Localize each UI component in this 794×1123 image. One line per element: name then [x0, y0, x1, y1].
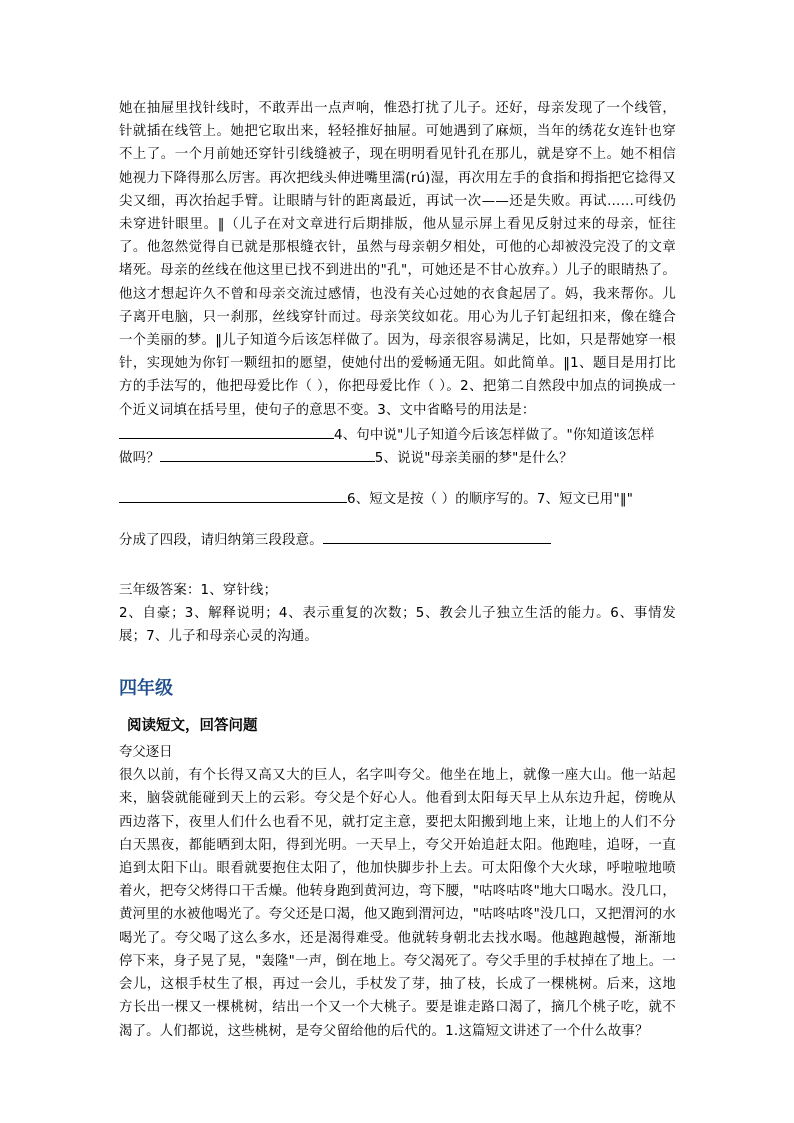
story-text: 很久以前，有个长得又高又大的巨人，名字叫夸父。他坐在地上，就像一座大山。他一站起来，脑袋就能碰到天上的云彩。夸父是个好心人。他看到太阳每天早上从东边升起，傍晚从西边落下，夜里人们什么也看不见，就打定主意，要把太阳搬到地上来，让地上的人们不分白天黑夜，都能晒到太阳，得到光明。一天早上，夸父开始追赶太阳。他跑哇，追呀，一直追到太阳下山。眼看就要抱住太阳了，他加快脚步扑上去。可太阳像个大火球，呼啦啦地喷着火，把夸父烤得口干舌燥。他转身跑到黄河边，弯下腰，"咕咚咕咚"地大口喝水。没几口，黄河里的水被他喝光了。夸父还是口渴，他又跑到渭河边，"咕咚咕咚"没几口，又把渭河的水喝光了。夸父喝了这么多水，还是渴得难受。他就转身朝北去找水喝。他越跑越慢，渐渐地停下来，身子晃了晃，"轰隆"一声，倒在地上。夸父渴死了。夸父手里的手杖掉在了地上。一会儿，这根手杖生了根，再过一会儿，手杖发了芽，抽了枝，长成了一棵桃树。后来，这地方长出一棵又一棵桃树，结出一个又一个大桃子。要是谁走路口渴了，摘几个桃子吃，就不渴了。人们都说，这些桃树，是夸父留给他的后代的。1.这篇短文讲述了一个什么故事？: [119, 768, 676, 1039]
question-6-line: [119, 488, 676, 511]
question-4-text: 4、句中说"儿子知道今后该怎样做了。"你知道该怎样: [334, 427, 655, 443]
answer-blank-5: [119, 488, 347, 503]
section-heading: 阅读短文，回答问题: [127, 717, 258, 735]
question-7-line: [119, 529, 676, 552]
grade3-answers: [119, 579, 676, 649]
question-4-prefix: 做吗？: [119, 451, 160, 467]
question-6-text: 6、短文是按（ ）的顺序写的。7、短文已用"‖": [347, 492, 634, 508]
question-5-line: [119, 447, 676, 470]
grade4-heading: 四年级: [119, 678, 173, 700]
document-page: [119, 97, 676, 1043]
answers-line-1: 三年级答案：1、穿针线；: [119, 582, 278, 598]
question-7-text: 分成了四段，请归纳第三段段意。: [119, 533, 323, 549]
answer-blank-3: [119, 424, 334, 439]
answers-line-2: 2、自豪；3、解释说明；4、表示重复的次数；5、教会儿子独立生活的能力。6、事情发展；7、儿子和母亲心灵的沟通。: [119, 605, 676, 645]
answer-blank-4: [160, 447, 375, 462]
question-5-text: 5、说说"母亲美丽的梦"是什么？: [374, 451, 573, 467]
question-4-line: [119, 424, 676, 447]
grade3-passage: 她在抽屉里找针线时，不敢弄出一点声响，惟恐打扰了儿子。还好，母亲发现了一个线管，针就插在线管上。她把它取出来，轻轻推好抽屉。可她遇到了麻烦，当年的绣花女连针也穿不上了。一个月前她还穿针引线缝被子，现在明明看见针孔在那儿，就是穿不上。她不相信她视力下降得那么厉害。再次把线头伸进嘴里濡(rú)湿，再次用左手的食指和拇指把它捻得又尖又细，再次抬起手臂。让眼睛与针的距离最近，再试一次——还是失败。再试……可线仍未穿进针眼里。‖（儿子在对文章进行后期排版，他从显示屏上看见反射过来的母亲，怔往了。他忽然觉得自已就是那根缝衣针，虽然与母亲朝夕相处，可他的心却被没完没了的文章堵死。母亲的丝线在他这里已找不到进出的"孔"，可她还是不甘心放弃。）儿子的眼睛热了。他这才想起许久不曾和母亲交流过感情，也没有关心过她的衣食起居了。妈，我来帮你。儿子离开电脑，只一刹那，丝线穿针而过。母亲笑纹如花。用心为儿子钉起纽扣来，像在缝合一个美丽的梦。‖儿子知道今后该怎样做了。因为，母亲很容易满足，比如，只是帮她穿一根针，实现她为你钉一颗纽扣的愿望，使她付出的爱畅通无阻。如此简单。‖1、题目是用打比方的手法写的，他把母爱比作（ ），你把母爱比作（ ）。2、把第二自然段中加点的词换成一个近义词填在括号里，使句子的意思不变。3、文中省略号的用法是：: [119, 101, 676, 418]
story-title: 夸父逐日: [119, 745, 173, 761]
answer-blank-7: [323, 529, 551, 544]
